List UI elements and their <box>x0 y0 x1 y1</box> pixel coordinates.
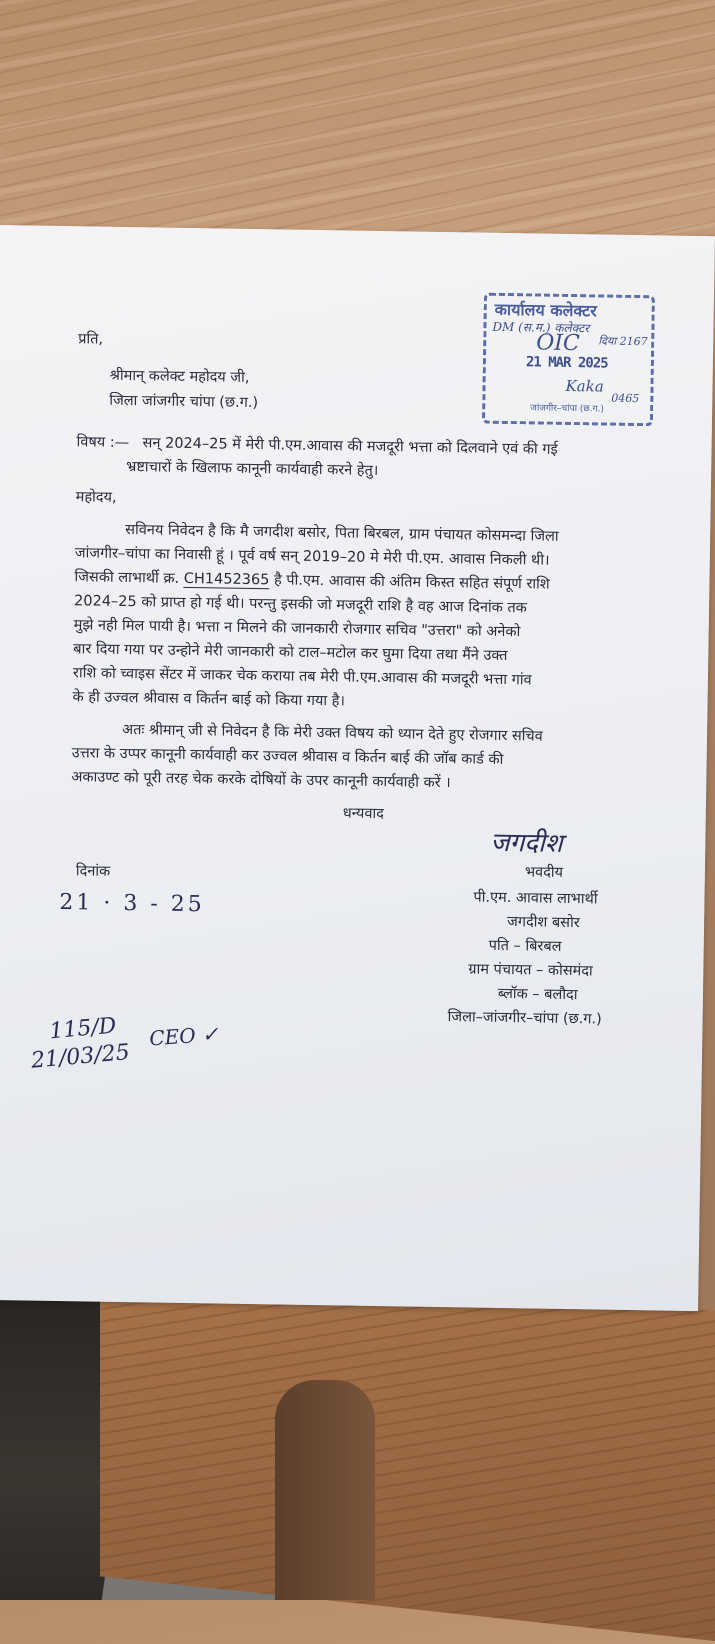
para1-line8: के ही उज्वल श्रीवास व किर्तन बाई को किया गया है। <box>72 689 346 710</box>
wood-table-top <box>0 0 715 240</box>
para1-line7: राशि को च्वाइस सेंटर में जाकर चेक कराया तब मेरी पी.एम.आवास की मजदूरी भत्ता गांव <box>72 665 532 689</box>
para1-line3-b: है पी.एम. आवास की अंतिम किस्त सहित संपूर्ण राशि <box>273 572 550 593</box>
handwritten-date: 21 · 3 - 25 <box>59 890 205 918</box>
recipient-line1: श्रीमान् कलेक्ट महोदय जी, <box>109 367 250 386</box>
stamp-hand-sign: Kaka <box>565 376 604 396</box>
to-label: प्रति, <box>78 331 104 348</box>
date-label: दिनांक <box>75 863 111 880</box>
collector-office-stamp <box>482 293 655 427</box>
note-line1: 115/D <box>48 1013 118 1045</box>
para1-line6: बार दिया गया पर उन्होने मेरी जानकारी को टाल–मटोल कर घुमा दिया तथा मैंने उक्त <box>73 641 508 665</box>
stamp-hand-side: दिया 2167 <box>598 334 648 349</box>
stamp-title: कार्यालय कलेक्टर <box>494 299 597 321</box>
beneficiary-id: CH1452365 <box>183 570 270 589</box>
sender-line3: पति – बिरबल <box>488 937 562 955</box>
stamp-place: जांजगीर–चांपा (छ.ग.) <box>530 403 605 415</box>
sender-line6: जिला–जांजगीर–चांपा (छ.ग.) <box>447 1009 602 1028</box>
note-ceo: CEO ✓ <box>148 1021 220 1051</box>
stamp-hand-top: DM (स.म.) कलेक्टर <box>492 319 590 336</box>
subject-label: विषय :— <box>76 434 130 452</box>
para1-line4: 2024–25 को प्राप्त हो गई थी। परन्तु इसकी जो मजदूरी राशि है वह आज दिनांक तक <box>73 593 527 617</box>
sender-line1: पी.एम. आवास लाभार्थी <box>473 889 598 908</box>
para2-line3: अकाउण्ट को पूरी तरह चेक करके दोषियों के उपर कानूनी कार्यवाही करें । <box>71 769 451 792</box>
sender-line2: जगदीश बसोर <box>506 914 580 932</box>
stamp-date: 21 MAR 2025 <box>525 354 608 372</box>
para2-line1: अतः श्रीमान् जी से निवेदन है कि मेरी उक्त विषय को ध्यान देते हुए रोजगार सचिव <box>121 721 543 745</box>
subject-line2: भ्रष्टाचारों के खिलाफ कानूनी कार्यवाही करने हेतु। <box>126 459 379 479</box>
stamp-hand-oic: OIC <box>536 330 580 357</box>
recipient-line2: जिला जांजगीर चांपा (छ.ग.) <box>109 392 259 412</box>
para1-line3-a: जिसकी लाभार्थी क्र. <box>74 569 180 587</box>
note-line2: 21/03/25 <box>30 1040 131 1074</box>
para1-line1: सविनय निवेदन है कि मै जगदीश बसोर, पिता बिरबल, ग्राम पंचायत कोसमन्दा जिला <box>125 522 559 545</box>
thanks: धन्यवाद <box>342 805 385 823</box>
para1-line2: जांजगीर–चांपा का निवासी हूं । पूर्व वर्ष सन् 2019–20 मे मेरी पी.एम. आवास निकली थी। <box>74 545 550 569</box>
salutation: महोदय, <box>75 489 117 506</box>
letter-paper <box>0 225 715 1311</box>
signature: जगदीश <box>490 827 563 859</box>
sender-line5: ब्लॉक – बलौदा <box>497 985 578 1004</box>
stamp-hand-num: 0465 <box>611 391 640 406</box>
person-foot <box>275 1380 375 1600</box>
subject-line1: सन् 2024–25 में मेरी पी.एम.आवास की मजदूरी भत्ता को दिलवाने एवं की गई <box>142 435 558 458</box>
sender-line4: ग्राम पंचायत – कोसमंदा <box>468 961 593 980</box>
para1-line5: मुझे नही मिल पायी है। भत्ता न मिलने की जानकारी रोजगार सचिव "उत्तरा" को अनेको <box>73 617 521 641</box>
para2-line2: उत्तरा के उप्पर कानूनी कार्यवाही कर उज्वल श्रीवास व किर्तन बाई की जॉब कार्ड की <box>71 745 504 768</box>
para1-line3 <box>74 566 550 593</box>
yours: भवदीय <box>524 864 564 881</box>
